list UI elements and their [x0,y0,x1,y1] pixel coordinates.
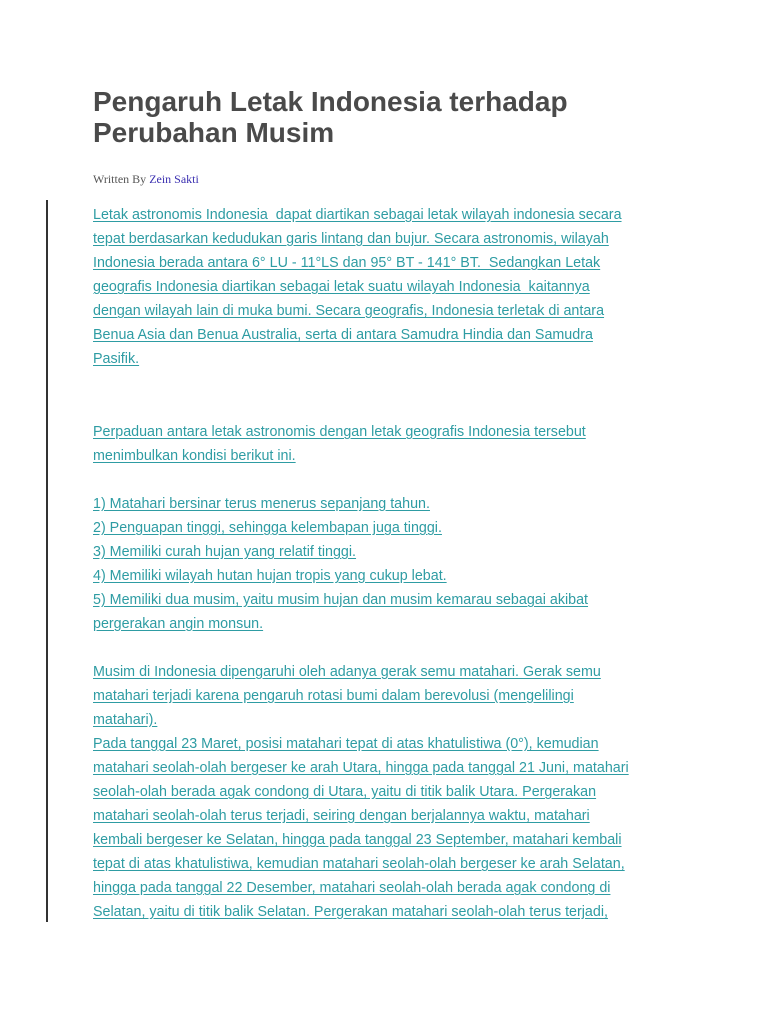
left-margin-rule [46,200,48,922]
text-line[interactable] [93,708,629,732]
linked-text[interactable]: geografis Indonesia diartikan sebagai letak suatu wilayah Indonesia kaitannya [93,279,590,295]
linked-text[interactable]: 2) Penguapan tinggi, sehingga kelembapan juga tinggi. [93,520,442,536]
paragraph-3 [93,660,629,924]
linked-text[interactable]: 1) Matahari bersinar terus menerus sepanjang tahun. [93,496,430,512]
text-line[interactable] [93,732,629,756]
linked-text[interactable]: tepat di atas khatulistiwa, kemudian matahari seolah-olah bergeser ke arah Selatan, [93,856,625,872]
text-line[interactable] [93,420,586,444]
linked-text[interactable]: seolah-olah berada agak condong di Utara, yaitu di titik balik Utara. Pergerakan [93,784,597,800]
text-line[interactable] [93,444,586,468]
paragraph-2 [93,420,586,468]
linked-text[interactable]: Perpaduan antara letak astronomis dengan letak geografis Indonesia tersebut [93,424,586,440]
page-title [93,86,568,148]
text-line[interactable] [93,492,588,516]
text-line[interactable] [93,564,588,588]
linked-text[interactable]: matahari terjadi karena pengaruh rotasi bumi dalam berevolusi (mengelilingi [93,688,574,704]
conditions-list [93,492,588,636]
paragraph-1 [93,203,622,371]
linked-text[interactable]: menimbulkan kondisi berikut ini. [93,448,296,464]
linked-text[interactable]: tepat berdasarkan kedudukan garis lintang dan bujur. Secara astronomis, wilayah [93,231,609,247]
text-line[interactable] [93,780,629,804]
text-line[interactable] [93,828,629,852]
linked-text[interactable]: Benua Asia dan Benua Australia, serta di antara Samudra Hindia dan Samudra [93,327,593,343]
linked-text[interactable]: matahari seolah-olah bergeser ke arah Utara, hingga pada tanggal 21 Juni, matahari [93,760,629,776]
title-line: Pengaruh Letak Indonesia terhadap [93,86,568,117]
author-link[interactable]: Zein Sakti [149,172,199,186]
linked-text[interactable]: dengan wilayah lain di muka bumi. Secara geografis, Indonesia terletak di antara [93,303,605,319]
linked-text[interactable]: 4) Memiliki wilayah hutan hujan tropis yang cukup lebat. [93,568,447,584]
text-line[interactable] [93,251,622,275]
text-line[interactable] [93,323,622,347]
text-line[interactable] [93,588,588,612]
linked-text[interactable]: pergerakan angin monsun. [93,616,264,632]
linked-text[interactable]: Pada tanggal 23 Maret, posisi matahari tepat di atas khatulistiwa (0°), kemudian [93,736,599,752]
text-line[interactable] [93,876,629,900]
byline-prefix: Written By [93,172,150,186]
linked-text[interactable]: Indonesia berada antara 6° LU - 11°LS dan 95° BT - 141° BT. Sedangkan Letak [93,255,601,271]
linked-text[interactable]: Musim di Indonesia dipengaruhi oleh adanya gerak semu matahari. Gerak semu [93,664,601,680]
linked-text[interactable]: hingga pada tanggal 22 Desember, matahari seolah-olah berada agak condong di [93,880,611,896]
text-line[interactable] [93,203,622,227]
text-line[interactable] [93,540,588,564]
linked-text[interactable]: Selatan, yaitu di titik balik Selatan. Pergerakan matahari seolah-olah terus terjadi, [93,904,608,920]
linked-text[interactable]: Pasifik. [93,351,140,367]
text-line[interactable] [93,299,622,323]
linked-text[interactable]: matahari seolah-olah terus terjadi, seiring dengan berjalannya waktu, matahari [93,808,590,824]
linked-text[interactable]: Letak astronomis Indonesia dapat diartikan sebagai letak wilayah indonesia secara [93,207,622,223]
text-line[interactable] [93,347,622,371]
text-line[interactable] [93,756,629,780]
linked-text[interactable]: 3) Memiliki curah hujan yang relatif tinggi. [93,544,357,560]
text-line[interactable] [93,275,622,299]
text-line[interactable] [93,227,622,251]
text-line[interactable] [93,660,629,684]
byline [93,172,199,187]
text-line[interactable] [93,684,629,708]
text-line[interactable] [93,612,588,636]
linked-text[interactable]: kembali bergeser ke Selatan, hingga pada tanggal 23 September, matahari kembali [93,832,622,848]
text-line[interactable] [93,852,629,876]
text-line[interactable] [93,804,629,828]
linked-text[interactable]: matahari). [93,712,158,728]
title-line: Perubahan Musim [93,117,335,148]
linked-text[interactable]: 5) Memiliki dua musim, yaitu musim hujan dan musim kemarau sebagai akibat [93,592,589,608]
text-line[interactable] [93,900,629,924]
text-line[interactable] [93,516,588,540]
